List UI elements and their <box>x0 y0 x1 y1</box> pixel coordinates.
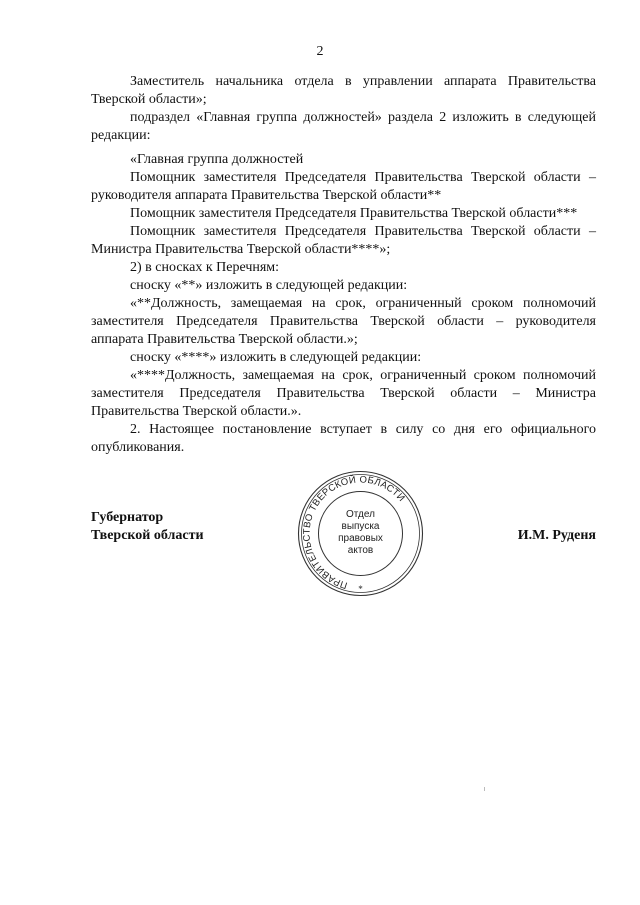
page-number: 2 <box>316 44 324 59</box>
seal-center-line: выпуска <box>341 521 380 532</box>
official-seal <box>296 469 425 598</box>
scan-artifact <box>484 787 485 791</box>
seal-star: * <box>358 584 363 594</box>
document-body <box>91 73 596 457</box>
seal-center-text <box>296 509 425 557</box>
seal-center-line: Отдел <box>346 509 375 520</box>
signatory-position <box>91 509 204 545</box>
signatory-position-line: Губернатор <box>91 510 164 525</box>
paragraph: 2. Настоящее постановление вступает в силу со дня его официального опубликования. <box>91 422 596 455</box>
paragraph: Заместитель начальника отдела в управлении аппарата Правительства Тверской области»; <box>91 74 596 107</box>
seal-center-line: актов <box>347 545 374 556</box>
paragraph: сноску «**» изложить в следующей редакции: <box>130 278 408 293</box>
paragraph: сноску «****» изложить в следующей редакции: <box>130 350 422 365</box>
paragraph: Помощник заместителя Председателя Правительства Тверской области*** <box>130 206 578 221</box>
signatory-name: И.М. Руденя <box>517 528 596 543</box>
paragraph: 2) в сносках к Перечням: <box>130 260 280 275</box>
paragraph: Помощник заместителя Председателя Правительства Тверской области – руководителя аппарата Правительства Тверской области** <box>91 170 596 203</box>
signatory-position-line: Тверской области <box>91 528 204 543</box>
paragraph: «****Должность, замещаемая на срок, ограниченный сроком полномочий заместителя Председателя Правительства Тверской области – Министра Правительства Тверской области.». <box>91 368 596 419</box>
paragraph: «**Должность, замещаемая на срок, ограниченный сроком полномочий заместителя Председателя Правительства Тверской области – руководителя аппарата Правительства Тверской области.»; <box>91 296 596 347</box>
paragraph: «Главная группа должностей <box>130 152 304 167</box>
paragraph: подраздел «Главная группа должностей» раздела 2 изложить в следующей редакции: <box>91 110 596 143</box>
paragraph: Помощник заместителя Председателя Правительства Тверской области – Министра Правительства Тверской области****»; <box>91 224 596 257</box>
seal-center-line: правовых <box>338 533 383 544</box>
seal-ring-text: ПРАВИТЕЛЬСТВО ТВЕРСКОЙ ОБЛАСТИ <box>301 474 407 591</box>
